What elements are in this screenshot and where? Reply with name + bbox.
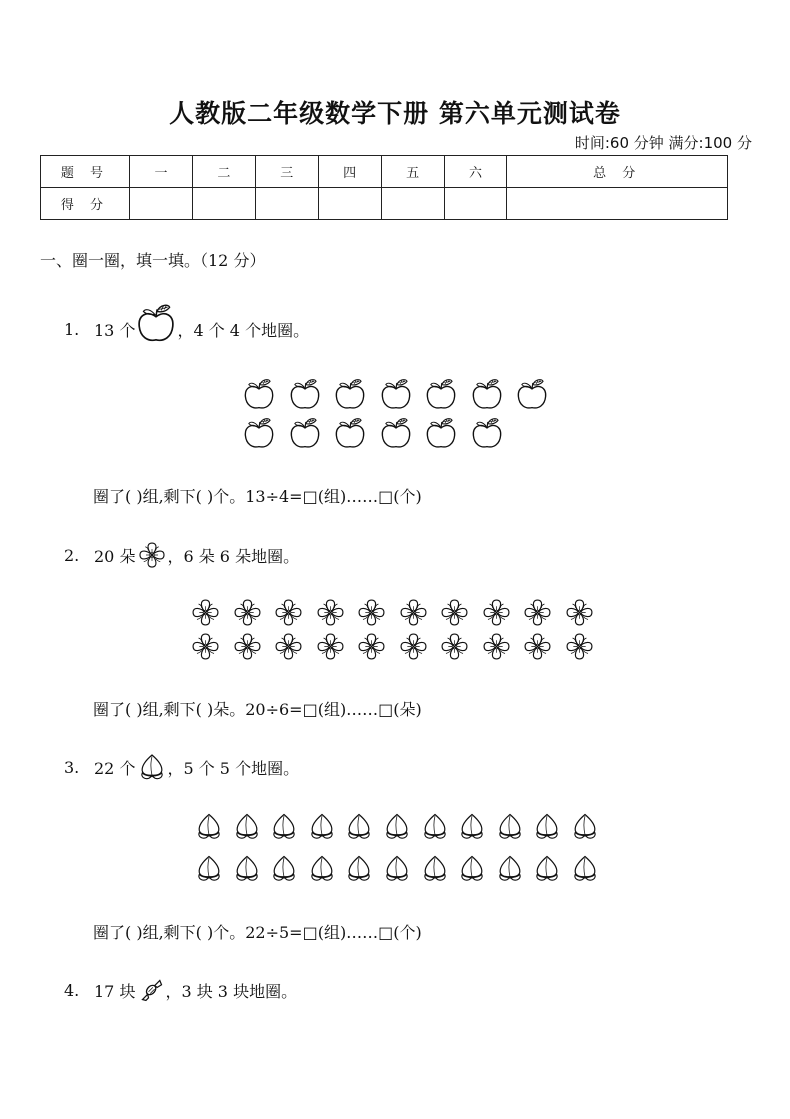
fill-in-blank-1[interactable]: 圈了( )组,剩下( )个。13÷4=□(组)……□(个) bbox=[93, 487, 422, 506]
score-cell[interactable] bbox=[255, 188, 318, 220]
score-table-header-row bbox=[41, 156, 728, 188]
score-table-score-row bbox=[41, 188, 728, 220]
header-cell: 二 bbox=[192, 156, 255, 188]
score-cell[interactable] bbox=[130, 188, 193, 220]
flower-row-2 bbox=[190, 631, 595, 662]
fill-in-blank-3[interactable]: 圈了( )组,剩下( )个。22÷5=□(组)……□(个) bbox=[93, 923, 422, 942]
question-1 bbox=[64, 314, 309, 344]
question-number: 1. bbox=[64, 319, 80, 339]
apple-icon bbox=[288, 377, 322, 411]
peach-row-2 bbox=[194, 852, 600, 885]
peach-icon bbox=[420, 810, 450, 843]
flower-icon bbox=[315, 631, 346, 662]
peach-icon bbox=[570, 852, 600, 885]
header-cell: 三 bbox=[255, 156, 318, 188]
peach-icon bbox=[232, 852, 262, 885]
question-rule: ，5 个 5 个地圈。 bbox=[167, 758, 300, 778]
question-rule: ，6 朵 6 朵地圈。 bbox=[167, 546, 300, 566]
header-cell: 四 bbox=[318, 156, 381, 188]
apple-icon bbox=[242, 377, 276, 411]
flower-icon bbox=[273, 597, 304, 628]
apple-icon bbox=[135, 302, 177, 344]
peach-icon bbox=[532, 852, 562, 885]
peach-icon bbox=[194, 810, 224, 843]
flower-icon bbox=[564, 631, 595, 662]
candy-icon bbox=[139, 976, 165, 1004]
question-count: 17 块 bbox=[94, 981, 136, 1001]
apple-icon bbox=[379, 377, 413, 411]
flower-icon bbox=[481, 597, 512, 628]
header-cell: 六 bbox=[444, 156, 507, 188]
question-count: 22 个 bbox=[94, 758, 136, 778]
score-row-label: 得 分 bbox=[41, 188, 130, 220]
apple-icon bbox=[333, 377, 367, 411]
peach-row-1 bbox=[194, 810, 600, 843]
flower-icon bbox=[232, 631, 263, 662]
flower-icon bbox=[398, 631, 429, 662]
flower-icon bbox=[356, 597, 387, 628]
header-cell: 五 bbox=[381, 156, 444, 188]
peach-icon bbox=[570, 810, 600, 843]
score-cell[interactable] bbox=[444, 188, 507, 220]
peach-icon bbox=[532, 810, 562, 843]
question-count: 13 个 bbox=[94, 320, 136, 340]
flower-icon bbox=[190, 631, 221, 662]
flower-icon bbox=[522, 597, 553, 628]
flower-icon bbox=[439, 597, 470, 628]
flower-icon bbox=[137, 540, 167, 570]
apple-icon bbox=[242, 416, 276, 450]
question-number: 2. bbox=[64, 545, 80, 565]
score-cell[interactable] bbox=[318, 188, 381, 220]
header-cell: 总 分 bbox=[507, 156, 728, 188]
question-2 bbox=[64, 540, 299, 570]
flower-icon bbox=[315, 597, 346, 628]
apple-icon bbox=[470, 416, 504, 450]
question-4 bbox=[64, 976, 297, 1004]
question-count: 20 朵 bbox=[94, 546, 136, 566]
flower-icon bbox=[232, 597, 263, 628]
apple-icon bbox=[288, 416, 322, 450]
time-info: 时间:60 分钟 满分:100 分 bbox=[574, 134, 752, 152]
question-3 bbox=[64, 752, 299, 782]
question-number: 3. bbox=[64, 757, 80, 777]
apple-icon bbox=[333, 416, 367, 450]
peach-icon bbox=[307, 852, 337, 885]
score-cell[interactable] bbox=[381, 188, 444, 220]
apple-icon bbox=[379, 416, 413, 450]
flower-icon bbox=[522, 631, 553, 662]
peach-icon bbox=[307, 810, 337, 843]
apple-row-2 bbox=[242, 416, 504, 450]
question-rule: ，3 块 3 块地圈。 bbox=[165, 981, 298, 1001]
flower-icon bbox=[439, 631, 470, 662]
section-heading: 一、圈一圈，填一填。（12 分） bbox=[40, 251, 266, 270]
apple-row-1 bbox=[242, 377, 549, 411]
header-cell: 一 bbox=[130, 156, 193, 188]
peach-icon bbox=[382, 852, 412, 885]
page-title: 人教版二年级数学下册 第六单元测试卷 bbox=[169, 99, 621, 128]
peach-icon bbox=[457, 810, 487, 843]
flower-icon bbox=[356, 631, 387, 662]
peach-icon bbox=[232, 810, 262, 843]
flower-row-1 bbox=[190, 597, 595, 628]
flower-icon bbox=[190, 597, 221, 628]
apple-icon bbox=[470, 377, 504, 411]
peach-icon bbox=[420, 852, 450, 885]
peach-icon bbox=[344, 810, 374, 843]
flower-icon bbox=[273, 631, 304, 662]
peach-icon bbox=[495, 810, 525, 843]
flower-icon bbox=[564, 597, 595, 628]
peach-icon bbox=[194, 852, 224, 885]
apple-icon bbox=[515, 377, 549, 411]
score-cell[interactable] bbox=[192, 188, 255, 220]
flower-icon bbox=[398, 597, 429, 628]
score-table bbox=[40, 155, 728, 220]
fill-in-blank-2[interactable]: 圈了( )组,剩下( )朵。20÷6=□(组)……□(朵) bbox=[93, 700, 422, 719]
score-cell[interactable] bbox=[507, 188, 728, 220]
peach-icon bbox=[344, 852, 374, 885]
peach-icon bbox=[457, 852, 487, 885]
question-number: 4. bbox=[64, 980, 80, 1000]
peach-icon bbox=[269, 852, 299, 885]
question-rule: ，4 个 4 个地圈。 bbox=[177, 320, 310, 340]
peach-icon bbox=[495, 852, 525, 885]
peach-icon bbox=[382, 810, 412, 843]
header-cell: 题 号 bbox=[41, 156, 130, 188]
apple-icon bbox=[424, 377, 458, 411]
peach-icon bbox=[269, 810, 299, 843]
apple-icon bbox=[424, 416, 458, 450]
peach-icon bbox=[137, 752, 167, 782]
flower-icon bbox=[481, 631, 512, 662]
